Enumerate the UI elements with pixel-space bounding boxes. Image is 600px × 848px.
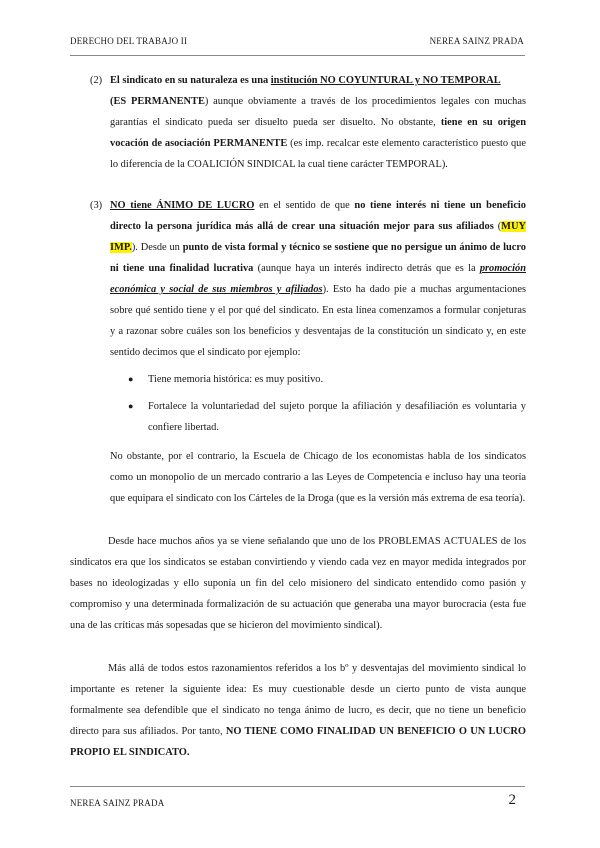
highlighted-text: MUY IMP. [110,221,526,253]
bullet-item [70,396,526,438]
text-segment: ( [493,221,502,232]
text-segment: ) aunque obviamente a través de los procedimientos legales con muchas garantías el sindicato pueda ser disuelto pueda ser disuelto. No obstante, [110,96,526,128]
text-segment: (es imp. recalcar este elemento característico puesto que lo diferencia de la COALICIÓN SINDICAL la cual tiene carácter TEMPORAL). [110,138,526,170]
bullet-item [70,369,526,390]
text-segment: no tiene interés ni tiene un beneficio directo la persona jurídica más allá de crear una situación mejor para sus afiliados [110,200,527,232]
text-segment: promoción económica y social de sus miembros y afiliados [110,263,526,295]
bullet-text: Tiene memoria histórica: es muy positivo. [148,374,324,385]
header-course-title: DERECHO DEL TRABAJO II [70,36,188,46]
numbered-item-3 [70,195,526,363]
text-segment: NO TIENE COMO FINALIDAD UN BENEFICIO O UN LUCRO PROPIO EL SINDICATO. [70,726,526,758]
text-segment: (aunque haya un interés indirecto detrás que es la [253,263,480,274]
text-segment: punto de vista formal y técnico se sostiene que no persigue un ánimo de lucro ni tiene una finalidad lucrativa [110,242,526,274]
page-number: 2 [508,792,516,808]
footer-divider [70,786,525,787]
item-number: (3) [90,200,103,211]
text-segment: NO tiene ÁNIMO DE LUCRO [110,200,255,211]
item-number: (2) [90,75,103,86]
text-segment: El sindicato en su naturaleza es una [110,75,271,86]
footer-author: NEREA SAINZ PRADA [70,798,165,808]
text-segment: tiene en su origen vocación de asociación PERMANENTE [110,117,526,149]
text-segment: ). Desde un [131,242,183,253]
text-segment: Más allá de todos estos razonamientos referidos a los bº y desventajas del movimiento sindical lo importante es retener la siguiente idea: Es muy cuestionable desde un cierto punto de vista aunque formalmente sea defendible que el sindicato no tenga ánimo de lucro, es decir, que no tiene un beneficio directo para sus afiliados. Por tanto, [70,663,526,737]
text-segment: (ES PERMANENTE [110,96,205,107]
document-body [70,70,526,763]
paragraph-problemas: Desde hace muchos años ya se viene señalando que uno de los PROBLEMAS ACTUALES de los sindicatos era que los sindicatos se estaban convirtiendo y viendo cada vez en mayor medida integrados por bases no ideologizadas y ello suponía un fin del celo misionero del sindicato entendido como pasión y compromiso y una determinada formalización de su actuación que generaba una mayor burocracia (esta fue una de las críticas más sopesadas que se hicieron del movimiento sindical). [70,536,526,631]
paragraph-final [70,658,526,763]
text-segment: en el sentido de que [254,200,355,211]
bullet-icon: ● [128,374,134,384]
header-divider [70,55,525,56]
paragraph-chicago: No obstante, por el contrario, la Escuela de Chicago de los economistas habla de los sindicatos como un monopolio de un mercado contrario a las Leyes de Competencia e incluso hay una teoría que equipara el sindicato con los Cárteles de la Droga (que es la versión más extrema de esa teoría). [110,451,526,504]
bullet-icon: ● [128,401,134,411]
text-segment: institución NO COYUNTURAL y NO TEMPORAL [270,75,501,86]
header-author: NEREA SAINZ PRADA [429,36,524,46]
numbered-item-2 [70,70,526,175]
text-segment: ). Esto ha dado pie a muchas argumentaciones sobre qué sentido tiene y el por qué del sindicato. En esta línea comenzamos a formular conjeturas y a razonar sobre cuáles son los beneficios y desventajas de la constitución un sindicato y, en este sentido decimos que el sindicato por ejemplo: [110,284,526,358]
bullet-text: Fortalece la voluntariedad del sujeto porque la afiliación y desafiliación es voluntaria y confiere libertad. [148,401,526,433]
